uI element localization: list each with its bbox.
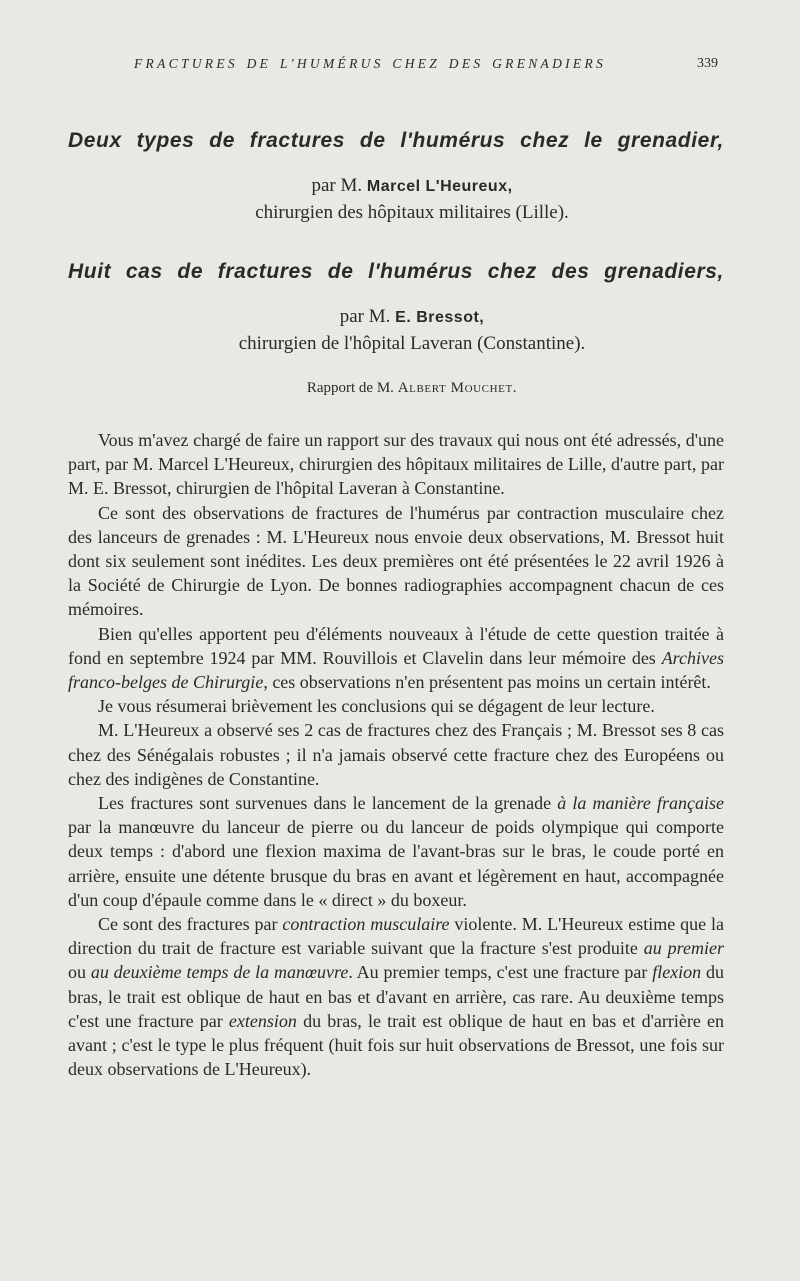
paragraph-7-text-k: du bras, le trait est oblique de haut en bas et d'arrière en avant ; c'est le type le plus fréquent (huit fois sur huit observations de Bressot, une fois sur deux observations de L'Heureux). (68, 1010, 724, 1080)
article-1-byline (12, 173, 800, 226)
paragraph-2: Ce sont des observations de fractures de l'humérus par contraction musculaire chez des lanceurs de grenades : M. L'Heureux nous envoie deux observations, M. Bressot huit dont six seulement sont inédites. Les deux premières ont été présentées le 22 avril 1926 à la Société de Chirurgie de Lyon. De bonnes radiographies accompagnent chacun de ces mémoires. (68, 502, 724, 620)
article-2-title: Huit cas de fractures de l'humérus chez des grenadiers, (68, 260, 724, 283)
paragraph-7-emphasis-f: au deuxième temps de la manœuvre (90, 962, 349, 983)
report-body (68, 428, 724, 1081)
paragraph-6-emphasis: à la manière française (557, 793, 724, 814)
article-2-affiliation: chirurgien de l'hôpital Laveran (Constantine). (238, 333, 586, 354)
paragraph-1: Vous m'avez chargé de faire un rapport sur des travaux qui nous ont été adressés, d'une part, par M. Marcel L'Heureux, chirurgien des hôpitaux militaires de Lille, d'autre part, par M. E. Bressot, chirurgien de l'hôpital Laveran à Constantine. (68, 430, 724, 499)
article-2-author-line (12, 304, 800, 331)
paragraph-7 (68, 912, 724, 1081)
article-2-byline (12, 304, 800, 357)
journal-title-reference: Archives franco-belges de Chirurgie (68, 647, 724, 693)
paragraph-3-text-c: , ces observations n'en présentent pas moins un certain intérêt. (263, 672, 711, 693)
paragraph-7-text-e: ou (68, 962, 91, 983)
article-2-by: par M. (339, 306, 391, 327)
article-1-by: par M. (311, 175, 363, 196)
paragraph-6-text-a: Les fractures sont survenues dans le lancement de la grenade (98, 793, 558, 814)
paragraph-4: Je vous résumerai brièvement les conclusions qui se dégagent de leur lecture. (98, 696, 655, 717)
report-author: Albert Mouchet. (397, 380, 518, 396)
paragraph-7-emphasis-j: extension (228, 1010, 297, 1031)
paragraph-6 (68, 791, 724, 912)
paragraph-6-text-c: par la manœuvre du lanceur de pierre ou du lanceur de poids olympique qui comporte deux temps : d'abord une flexion maxima de l'avant-bras sur le bras, le coude porté en arrière, ensuite une détente brusque du bras en avant et légèrement en haut, accompagnée d'un coup d'épaule comme dans le « direct » du boxeur. (68, 817, 724, 910)
paragraph-7-text-g: . Au premier temps, c'est une fracture par (348, 962, 653, 983)
paragraph-7-text-a: Ce sont des fractures par (98, 914, 283, 935)
paragraph-3 (68, 622, 724, 695)
article-1-author-line (12, 173, 800, 200)
page-number: 339 (697, 56, 718, 71)
paragraph-7-emphasis-b: contraction musculaire (282, 914, 450, 935)
paragraph-7-emphasis-d: au premier (643, 938, 724, 959)
paragraph-3-text-a: Bien qu'elles apportent peu d'éléments nouveaux à l'étude de cette question traitée à fond en septembre 1924 par MM. Rouvillois et Clavelin dans leur mémoire des (68, 623, 724, 668)
article-1-author: Marcel L'Heureux, (366, 178, 513, 195)
article-1-title: Deux types de fractures de l'humérus chez le grenadier, (68, 129, 724, 152)
paragraph-7-text-c: violente. M. L'Heureux estime que la direction du trait de fracture est variable suivant que la fracture s'est produite (68, 914, 724, 959)
report-line (0, 380, 800, 397)
paragraph-7-text-i: du bras, le trait est oblique de haut en bas et d'avant en arrière, cas rare. Au deuxième temps c'est une fracture par (68, 962, 725, 1031)
running-head: FRACTURES DE L'HUMÉRUS CHEZ DES GRENADIERS (134, 56, 607, 71)
paragraph-5: M. L'Heureux a observé ses 2 cas de fractures chez des Français ; M. Bressot ses 8 cas chez des Sénégalais robustes ; il n'a jamais observé cette fracture chez des Européens ou chez des indigènes de Constantine. (68, 720, 724, 789)
paragraph-7-emphasis-h: flexion (652, 962, 702, 983)
article-1-affiliation: chirurgien des hôpitaux militaires (Lille). (255, 202, 569, 223)
report-prefix: Rapport de M. (306, 380, 394, 396)
article-2-author: E. Bressot, (395, 309, 485, 326)
